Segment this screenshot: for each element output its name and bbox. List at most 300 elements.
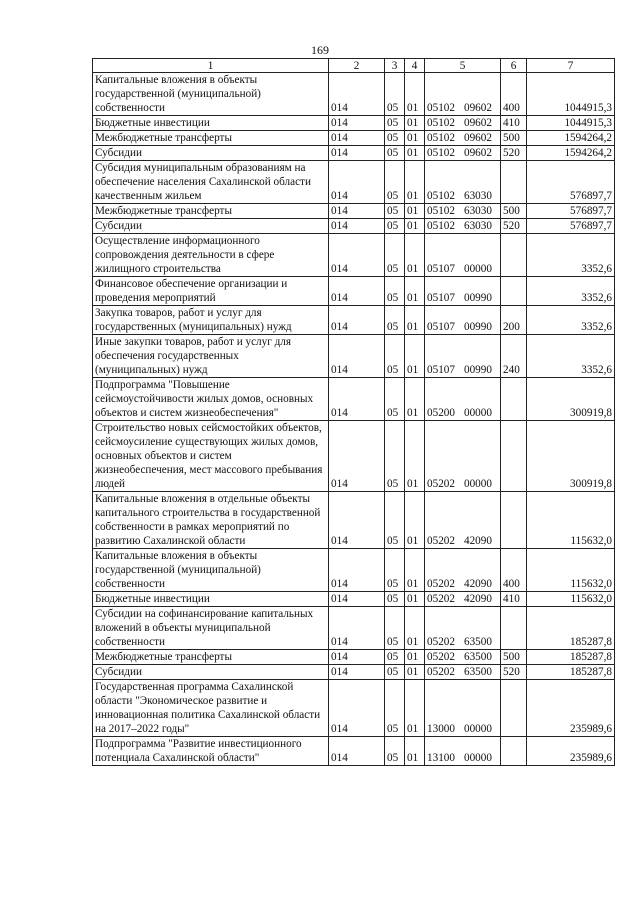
row-section-code (385, 306, 405, 335)
row-name: Капитальные вложения в объекты государственной (муниципальной) собственности (95, 74, 261, 114)
row-name: Государственная программа Сахалинской области "Экономическое развитие и инновационная политика Сахалинской области на 2017–2022 годы" (95, 681, 321, 735)
row-subsection-code (405, 204, 425, 219)
ministry-code: 014 (331, 364, 348, 376)
section-code: 05 (387, 407, 399, 419)
subsection-code: 01 (407, 321, 419, 333)
row-section-code (385, 219, 405, 234)
row-section-code (385, 335, 405, 378)
section-code: 05 (387, 666, 399, 678)
section-code: 05 (387, 190, 399, 202)
row-amount (527, 234, 615, 277)
row-target-code (425, 146, 501, 161)
row-expense-type (501, 131, 527, 146)
row-amount (527, 161, 615, 204)
target-code-part-1: 05202 (427, 578, 455, 590)
ministry-code: 014 (331, 478, 348, 490)
section-code: 05 (387, 147, 399, 159)
row-section-code (385, 378, 405, 421)
target-code-part-1: 05202 (427, 478, 455, 490)
ministry-code: 014 (331, 593, 348, 605)
row-target-code (425, 492, 501, 549)
target-code-part-1: 05107 (427, 292, 455, 304)
target-code-part-2: 00000 (463, 723, 492, 735)
row-subsection-code (405, 665, 425, 680)
row-amount (527, 219, 615, 234)
row-ministry-code (329, 737, 385, 766)
expense-type-code: 400 (503, 578, 520, 590)
row-expense-type (501, 146, 527, 161)
ministry-code: 014 (331, 636, 348, 648)
row-subsection-code (405, 131, 425, 146)
section-code: 05 (387, 132, 399, 144)
row-name: Субсидии (95, 220, 142, 232)
row-expense-type (501, 161, 527, 204)
row-target-code (425, 421, 501, 492)
amount-value: 115632,0 (570, 578, 612, 590)
expense-type-code: 500 (503, 132, 520, 144)
row-name-cell (93, 650, 329, 665)
row-ministry-code (329, 131, 385, 146)
expense-type-code: 400 (503, 102, 520, 114)
row-target-code (425, 204, 501, 219)
subsection-code: 01 (407, 205, 419, 217)
row-ministry-code (329, 161, 385, 204)
row-name-cell (93, 219, 329, 234)
row-name-cell (93, 607, 329, 650)
amount-value: 576897,7 (570, 190, 612, 202)
target-code-part-2: 00990 (463, 321, 492, 333)
row-ministry-code (329, 335, 385, 378)
ministry-code: 014 (331, 292, 348, 304)
target-code-part-1: 05102 (427, 190, 455, 202)
row-target-code (425, 234, 501, 277)
row-name-cell (93, 73, 329, 116)
ministry-code: 014 (331, 205, 348, 217)
row-expense-type (501, 219, 527, 234)
target-code-part-2: 42090 (463, 578, 492, 590)
row-name-cell (93, 116, 329, 131)
row-amount (527, 492, 615, 549)
ministry-code: 014 (331, 220, 348, 232)
ministry-code: 014 (331, 535, 348, 547)
row-target-code (425, 306, 501, 335)
row-expense-type (501, 737, 527, 766)
row-name-cell (93, 592, 329, 607)
section-code: 05 (387, 478, 399, 490)
row-target-code (425, 116, 501, 131)
row-ministry-code (329, 607, 385, 650)
row-target-code (425, 73, 501, 116)
section-code: 05 (387, 263, 399, 275)
row-section-code (385, 116, 405, 131)
section-code: 05 (387, 752, 399, 764)
section-code: 05 (387, 117, 399, 129)
section-code: 05 (387, 636, 399, 648)
row-name: Субсидии (95, 147, 142, 159)
row-target-code (425, 650, 501, 665)
row-name: Закупка товаров, работ и услуг для государственных (муниципальных) нужд (95, 307, 292, 333)
ministry-code: 014 (331, 651, 348, 663)
row-target-code (425, 131, 501, 146)
row-section-code (385, 680, 405, 737)
subsection-code: 01 (407, 535, 419, 547)
row-subsection-code (405, 73, 425, 116)
row-name-cell (93, 161, 329, 204)
target-code-part-2: 63030 (463, 220, 492, 232)
target-code-part-2: 09602 (463, 147, 492, 159)
target-code-part-1: 05202 (427, 651, 455, 663)
ministry-code: 014 (331, 407, 348, 419)
row-ministry-code (329, 146, 385, 161)
subsection-code: 01 (407, 190, 419, 202)
target-code-part-2: 00000 (463, 478, 492, 490)
row-subsection-code (405, 607, 425, 650)
page-number: 169 (311, 43, 329, 57)
row-amount (527, 335, 615, 378)
row-section-code (385, 492, 405, 549)
section-code: 05 (387, 205, 399, 217)
row-name: Межбюджетные трансферты (95, 132, 232, 144)
row-amount (527, 549, 615, 592)
row-name: Подпрограмма "Повышение сейсмоустойчивости жилых домов, основных объектов и систем жизнеобеспечения" (95, 379, 314, 419)
table-row (93, 146, 615, 161)
row-amount (527, 277, 615, 306)
row-expense-type (501, 665, 527, 680)
subsection-code: 01 (407, 132, 419, 144)
target-code-part-2: 00000 (463, 407, 492, 419)
target-code-part-2: 00990 (463, 292, 492, 304)
ministry-code: 014 (331, 190, 348, 202)
table-row (93, 234, 615, 277)
row-ministry-code (329, 680, 385, 737)
row-name-cell (93, 492, 329, 549)
row-subsection-code (405, 234, 425, 277)
subsection-code: 01 (407, 102, 419, 114)
subsection-code: 01 (407, 117, 419, 129)
row-ministry-code (329, 204, 385, 219)
amount-value: 576897,7 (570, 220, 612, 232)
table-row (93, 219, 615, 234)
row-expense-type (501, 234, 527, 277)
row-subsection-code (405, 421, 425, 492)
row-amount (527, 680, 615, 737)
row-subsection-code (405, 277, 425, 306)
amount-value: 3352,6 (581, 321, 612, 333)
table-row (93, 131, 615, 146)
column-header: 7 (527, 59, 615, 73)
row-name: Строительство новых сейсмостойких объектов, сейсмоусиление существующих жилых домов, основных объектов и систем жизнеобеспечения, мест массового пребывания людей (95, 422, 323, 490)
row-target-code (425, 219, 501, 234)
row-name: Субсидии (95, 666, 142, 678)
row-section-code (385, 737, 405, 766)
ministry-code: 014 (331, 102, 348, 114)
row-name-cell (93, 335, 329, 378)
row-ministry-code (329, 378, 385, 421)
row-name-cell (93, 421, 329, 492)
target-code-part-1: 05200 (427, 407, 455, 419)
table-row (93, 607, 615, 650)
row-section-code (385, 277, 405, 306)
row-target-code (425, 335, 501, 378)
row-amount (527, 131, 615, 146)
row-ministry-code (329, 306, 385, 335)
row-ministry-code (329, 492, 385, 549)
target-code-part-1: 05202 (427, 593, 455, 605)
row-ministry-code (329, 73, 385, 116)
row-ministry-code (329, 219, 385, 234)
column-header: 1 (93, 59, 329, 73)
row-name: Иные закупки товаров, работ и услуг для обеспечения государственных (муниципальных) нужд (95, 336, 292, 376)
row-amount (527, 607, 615, 650)
target-code-part-2: 09602 (463, 102, 492, 114)
target-code-part-2: 00990 (463, 364, 492, 376)
amount-value: 115632,0 (570, 593, 612, 605)
section-code: 05 (387, 321, 399, 333)
target-code-part-2: 63030 (463, 205, 492, 217)
subsection-code: 01 (407, 478, 419, 490)
row-ministry-code (329, 592, 385, 607)
row-section-code (385, 146, 405, 161)
table-row (93, 421, 615, 492)
row-amount (527, 378, 615, 421)
row-ministry-code (329, 234, 385, 277)
section-code: 05 (387, 578, 399, 590)
amount-value: 185287,8 (570, 636, 612, 648)
row-subsection-code (405, 306, 425, 335)
row-amount (527, 650, 615, 665)
amount-value: 185287,8 (570, 651, 612, 663)
target-code-part-1: 05107 (427, 364, 455, 376)
section-code: 05 (387, 102, 399, 114)
subsection-code: 01 (407, 666, 419, 678)
row-subsection-code (405, 492, 425, 549)
row-expense-type (501, 335, 527, 378)
amount-value: 235989,6 (570, 752, 612, 764)
row-subsection-code (405, 650, 425, 665)
row-target-code (425, 549, 501, 592)
row-expense-type (501, 680, 527, 737)
column-header: 6 (501, 59, 527, 73)
target-code-part-1: 05107 (427, 263, 455, 275)
row-subsection-code (405, 161, 425, 204)
row-amount (527, 306, 615, 335)
row-expense-type (501, 549, 527, 592)
row-name: Бюджетные инвестиции (95, 117, 210, 129)
row-section-code (385, 204, 405, 219)
target-code-part-1: 05102 (427, 102, 455, 114)
row-subsection-code (405, 737, 425, 766)
target-code-part-2: 00000 (463, 752, 492, 764)
row-subsection-code (405, 378, 425, 421)
row-target-code (425, 161, 501, 204)
expense-type-code: 520 (503, 666, 520, 678)
section-code: 05 (387, 593, 399, 605)
ministry-code: 014 (331, 578, 348, 590)
row-name-cell (93, 737, 329, 766)
row-name-cell (93, 306, 329, 335)
row-name-cell (93, 131, 329, 146)
table-header-row (93, 59, 615, 73)
subsection-code: 01 (407, 593, 419, 605)
target-code-part-1: 13100 (427, 752, 455, 764)
row-subsection-code (405, 549, 425, 592)
row-section-code (385, 592, 405, 607)
ministry-code: 014 (331, 321, 348, 333)
row-name: Подпрограмма "Развитие инвестиционного потенциала Сахалинской области" (95, 738, 302, 764)
subsection-code: 01 (407, 292, 419, 304)
row-name: Осуществление информационного сопровождения деятельности в сфере жилищного строительства (95, 235, 275, 275)
row-amount (527, 737, 615, 766)
table-row (93, 665, 615, 680)
expense-type-code: 240 (503, 364, 520, 376)
table-row (93, 277, 615, 306)
row-subsection-code (405, 219, 425, 234)
expense-type-code: 500 (503, 651, 520, 663)
subsection-code: 01 (407, 407, 419, 419)
amount-value: 1594264,2 (564, 132, 612, 144)
table-row (93, 549, 615, 592)
row-ministry-code (329, 116, 385, 131)
row-section-code (385, 234, 405, 277)
budget-table (92, 58, 615, 766)
amount-value: 185287,8 (570, 666, 612, 678)
ministry-code: 014 (331, 147, 348, 159)
table-row (93, 592, 615, 607)
column-header: 5 (425, 59, 501, 73)
row-name: Бюджетные инвестиции (95, 593, 210, 605)
row-section-code (385, 161, 405, 204)
amount-value: 1594264,2 (564, 147, 612, 159)
section-code: 05 (387, 364, 399, 376)
row-expense-type (501, 378, 527, 421)
row-expense-type (501, 650, 527, 665)
expense-type-code: 520 (503, 147, 520, 159)
table-row (93, 116, 615, 131)
row-expense-type (501, 607, 527, 650)
expense-type-code: 500 (503, 205, 520, 217)
subsection-code: 01 (407, 263, 419, 275)
row-ministry-code (329, 665, 385, 680)
target-code-part-2: 00000 (463, 263, 492, 275)
row-name-cell (93, 680, 329, 737)
table-row (93, 306, 615, 335)
row-name: Межбюджетные трансферты (95, 205, 232, 217)
section-code: 05 (387, 220, 399, 232)
row-subsection-code (405, 680, 425, 737)
subsection-code: 01 (407, 220, 419, 232)
table-row (93, 161, 615, 204)
ministry-code: 014 (331, 263, 348, 275)
row-subsection-code (405, 335, 425, 378)
ministry-code: 014 (331, 132, 348, 144)
row-expense-type (501, 277, 527, 306)
target-code-part-2: 09602 (463, 117, 492, 129)
amount-value: 300919,8 (570, 478, 612, 490)
row-section-code (385, 73, 405, 116)
row-name-cell (93, 549, 329, 592)
row-target-code (425, 277, 501, 306)
table-body (93, 73, 615, 766)
column-header: 2 (329, 59, 385, 73)
table-row (93, 650, 615, 665)
table-row (93, 335, 615, 378)
section-code: 05 (387, 723, 399, 735)
row-name: Финансовое обеспечение организации и проведения мероприятий (95, 278, 288, 304)
row-target-code (425, 607, 501, 650)
row-expense-type (501, 73, 527, 116)
row-section-code (385, 665, 405, 680)
row-name: Субсидии на софинансирование капитальных вложений в объекты муниципальной собственности (95, 608, 314, 648)
row-section-code (385, 421, 405, 492)
row-amount (527, 665, 615, 680)
row-ministry-code (329, 549, 385, 592)
row-section-code (385, 549, 405, 592)
row-expense-type (501, 204, 527, 219)
subsection-code: 01 (407, 364, 419, 376)
row-expense-type (501, 592, 527, 607)
row-amount (527, 116, 615, 131)
target-code-part-2: 42090 (463, 593, 492, 605)
subsection-code: 01 (407, 723, 419, 735)
target-code-part-2: 63030 (463, 190, 492, 202)
row-target-code (425, 592, 501, 607)
amount-value: 3352,6 (581, 263, 612, 275)
section-code: 05 (387, 651, 399, 663)
target-code-part-1: 05102 (427, 205, 455, 217)
subsection-code: 01 (407, 636, 419, 648)
column-header: 4 (405, 59, 425, 73)
table-row (93, 73, 615, 116)
row-ministry-code (329, 421, 385, 492)
subsection-code: 01 (407, 147, 419, 159)
ministry-code: 014 (331, 117, 348, 129)
amount-value: 1044915,3 (564, 117, 612, 129)
target-code-part-1: 05102 (427, 117, 455, 129)
row-ministry-code (329, 650, 385, 665)
subsection-code: 01 (407, 752, 419, 764)
row-name-cell (93, 378, 329, 421)
table-row (93, 204, 615, 219)
amount-value: 235989,6 (570, 723, 612, 735)
expense-type-code: 410 (503, 117, 520, 129)
row-amount (527, 421, 615, 492)
section-code: 05 (387, 535, 399, 547)
row-name-cell (93, 277, 329, 306)
amount-value: 3352,6 (581, 292, 612, 304)
target-code-part-1: 05102 (427, 132, 455, 144)
row-name: Субсидия муниципальным образованиям на обеспечение населения Сахалинской области качественным жильем (95, 162, 311, 202)
target-code-part-2: 09602 (463, 132, 492, 144)
table-row (93, 378, 615, 421)
row-target-code (425, 680, 501, 737)
amount-value: 115632,0 (570, 535, 612, 547)
row-subsection-code (405, 592, 425, 607)
target-code-part-1: 05202 (427, 636, 455, 648)
target-code-part-1: 05102 (427, 147, 455, 159)
subsection-code: 01 (407, 651, 419, 663)
row-expense-type (501, 116, 527, 131)
section-code: 05 (387, 292, 399, 304)
row-amount (527, 146, 615, 161)
row-subsection-code (405, 146, 425, 161)
target-code-part-1: 05202 (427, 666, 455, 678)
row-name: Капитальные вложения в отдельные объекты капитального строительства в государственной собственности в рамках мероприятий по развитию Сахалинской области (95, 493, 321, 547)
row-amount (527, 204, 615, 219)
target-code-part-2: 63500 (463, 651, 492, 663)
row-name-cell (93, 146, 329, 161)
row-section-code (385, 650, 405, 665)
ministry-code: 014 (331, 752, 348, 764)
